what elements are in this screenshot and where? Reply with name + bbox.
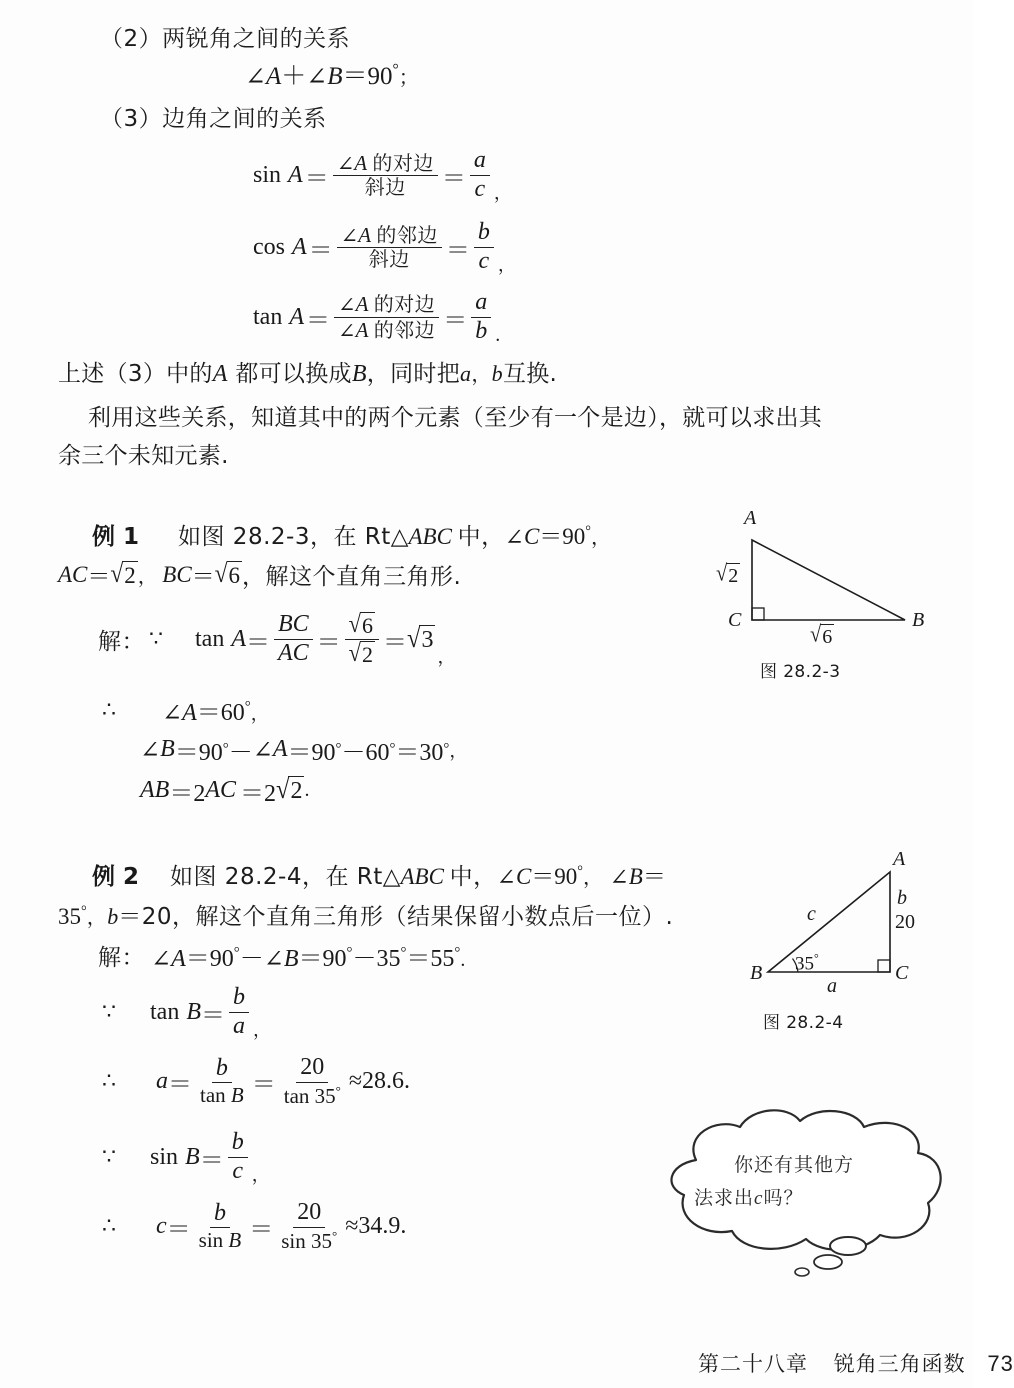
bubble-cloud-outline <box>672 1110 941 1250</box>
ex1-tan-func: tan <box>195 625 225 652</box>
ex2-line2-deg: ° <box>81 903 87 920</box>
ex1-step1-eq3: ＝ <box>383 629 407 656</box>
ex1-bc-eq: ＝ <box>191 564 215 589</box>
sin-num-text: 的对边 <box>372 150 434 175</box>
cos-ratio-fraction <box>474 220 494 275</box>
plus-operator: ＋ <box>281 63 307 90</box>
ex2-step2-arg: B <box>186 998 201 1025</box>
ex1-frac1-num: BC <box>274 612 313 640</box>
therefore-symbol-ex1: ∴ <box>102 696 116 722</box>
ex1-step4-root: 2 <box>290 778 303 804</box>
bubble-tail-small <box>795 1268 809 1276</box>
ex2-step3-var: a <box>156 1067 168 1094</box>
ex2-step4-func: sin <box>150 1143 179 1170</box>
ex1-solution-word: 解： <box>98 628 145 655</box>
angle-symbol-ex1-a: ∠ <box>162 701 183 727</box>
ex2-step4-den: c <box>232 1157 244 1184</box>
ex2-step3-f2den-func: tan <box>283 1083 310 1108</box>
example-1-solution-step-4 <box>140 773 309 808</box>
angle-symbol-1: ∠ <box>245 64 266 91</box>
degree-symbol: ° <box>392 61 399 79</box>
sin-func-name: sin <box>253 161 282 188</box>
angle-b-var: B <box>327 63 343 90</box>
ex2-step1-deg3: ° <box>400 945 407 961</box>
figure-1-vertex-c: C <box>728 609 742 631</box>
ex1-angle-c-deg: ° <box>585 523 591 540</box>
ex2-step1-minus: － <box>239 946 264 972</box>
angle-a-var: A <box>265 63 282 90</box>
ex2-angle-c-eq: ＝90 <box>531 864 578 889</box>
ex1-frac1-den: AC <box>278 639 309 666</box>
example-2-statement-line-1 <box>170 858 666 891</box>
example-2-solution-step-5 <box>98 1200 406 1253</box>
example-1-statement-line-1 <box>178 518 612 551</box>
example-1-statement-line-2 <box>58 558 461 591</box>
sin-arg: A <box>288 161 303 188</box>
ex2-step2-eq: ＝ <box>201 1002 225 1029</box>
ex1-step4-ab: AB <box>140 777 170 803</box>
triangle-symbol-2: △ <box>382 864 401 889</box>
page-footer <box>698 1348 1014 1378</box>
ex1-abc: ABC <box>408 524 452 549</box>
note-part-3: ，同时把 <box>366 361 460 387</box>
ex2-step1-trailing: . <box>460 949 466 971</box>
ex1-ac-eq: ＝ <box>87 564 111 589</box>
ex2-step5-f1den-func: sin <box>198 1228 224 1253</box>
ex1-frac2-den: 2 <box>362 641 373 667</box>
section-3-heading: （3）边角之间的关系 <box>100 106 327 132</box>
ex1-bc-over-ac <box>274 612 313 667</box>
ex2-step1-eq3: ＝55 <box>406 946 455 972</box>
ex1-step2-angle: A <box>182 700 197 726</box>
figure-1 <box>700 505 965 695</box>
ex2-b-over-sinB <box>195 1201 246 1253</box>
tan-ratio-fraction <box>471 290 491 345</box>
ex2-step4-trailing: ， <box>251 1164 271 1186</box>
ex2-line2-val: 35 <box>58 904 81 929</box>
ex1-step3-minus1: － <box>228 740 253 766</box>
figure-2-side-b-label: b <box>897 887 907 909</box>
ex2-step1-deg2: ° <box>346 945 353 961</box>
ex1-step2-trailing: ， <box>250 704 270 725</box>
ex2-step5-eq2: ＝ <box>249 1216 274 1243</box>
ex2-step2-func: tan <box>150 998 180 1025</box>
bubble-line2-b: 吗？ <box>763 1187 804 1209</box>
example-2-solution-step-1 <box>98 938 465 973</box>
sqrt-3-ex1: √ 3 <box>407 623 434 654</box>
figure-2-side-c-label: c <box>807 903 816 925</box>
tan-arg: A <box>289 303 304 330</box>
example-1-label: 例 1 <box>92 524 140 550</box>
ex1-root6-over-root2: √ 6 √ 2 <box>345 612 379 667</box>
angle-sum-formula <box>245 56 419 92</box>
ex2-step1-angle-b: B <box>283 946 299 972</box>
ex1-angle-c-eq: ＝90 <box>539 524 586 549</box>
ex2-step1-minus2: －35 <box>352 946 401 972</box>
figure-2-triangle-svg <box>745 845 965 995</box>
tan-func-name: tan <box>253 303 283 330</box>
figure-1-side-left-label: √ 2 <box>716 561 739 587</box>
example-1-solution-step-3 <box>140 732 468 767</box>
angle-symbol-ex1-c: ∠ <box>504 525 524 550</box>
ex2-step3-f1num: b <box>212 1056 232 1084</box>
ex2-step1-eq2: ＝90 <box>298 946 347 972</box>
figure-2-vertex-b: B <box>750 962 763 984</box>
semicolon: ； <box>398 65 420 89</box>
ex2-step5-eq1: ＝ <box>166 1216 191 1243</box>
cos-trailing-punct: ， <box>497 254 517 276</box>
note-comma: ， <box>471 362 492 386</box>
ex2-step5-f2num: 20 <box>293 1200 325 1228</box>
ex2-step5-f2den-arg: 35 <box>311 1228 333 1253</box>
figure-2-side-b-value: 20 <box>895 911 915 933</box>
ex2-step5-var: c <box>156 1212 167 1239</box>
ex1-step1-eq2: ＝ <box>316 629 341 656</box>
figure-1-left-root-val: 2 <box>728 565 739 587</box>
sin-definition-fraction <box>333 152 438 199</box>
ex1-step3-angle-a: A <box>272 736 288 762</box>
figure-1-side-bottom-label: √ 6 <box>810 622 833 648</box>
sin-ratio-num: a <box>470 148 490 176</box>
ex2-angle-b: B <box>628 864 643 889</box>
cos-den-text: 斜边 <box>368 247 410 272</box>
sqrt-6-ex1: √ 6 <box>214 558 241 588</box>
sqrt-2-ex1: √ 2 <box>110 558 136 588</box>
ex1-step2-eq: ＝60 <box>196 700 245 726</box>
bubble-tail-medium <box>814 1255 842 1269</box>
figure-2-angle-deg: ° <box>814 952 819 965</box>
footer-page-number: 73 <box>987 1351 1014 1376</box>
ex1-stmt-c: 中， <box>457 524 505 550</box>
example-1-solution-step-1 <box>98 609 456 668</box>
example-2-solution-step-4 <box>98 1130 270 1185</box>
angle-symbol-cos: ∠ <box>340 223 359 248</box>
cos-func-name: cos <box>253 233 285 260</box>
tan-ratio-num: a <box>471 290 491 318</box>
figure-2-vertex-c: C <box>895 962 909 984</box>
sin-ratio-den: c <box>474 175 486 202</box>
ex2-step2-num: b <box>229 985 249 1013</box>
cos-num-text: 的邻边 <box>376 222 438 247</box>
note-part-1: 上述（3）中的 <box>58 361 213 387</box>
ex2-step3-f2num: 20 <box>296 1055 328 1083</box>
ex2-angle-c: C <box>515 864 532 889</box>
figure-2 <box>745 845 965 1045</box>
tan-definition-fraction <box>334 293 439 341</box>
ex2-step5-approx: ≈34.9. <box>345 1212 407 1239</box>
ex2-line2-comma: ， <box>86 905 108 929</box>
ex2-angle-c-deg: ° <box>577 863 583 880</box>
ex2-step1-eq1: ＝90 <box>185 946 234 972</box>
ex2-step4-arg: B <box>185 1143 200 1170</box>
ex1-step3-deg4: ° <box>443 741 450 757</box>
ex2-20-over-sin35 <box>277 1200 341 1253</box>
ex1-comma: ， <box>591 525 612 549</box>
therefore-symbol-ex2-1: ∴ <box>102 1068 116 1094</box>
angle-symbol-ex2-b: ∠ <box>609 865 629 890</box>
figure-1-bottom-root-val: 6 <box>822 626 833 648</box>
figure-2-side-a-label: a <box>827 975 837 997</box>
angle-symbol-ex2-a: ∠ <box>151 947 172 973</box>
angle-symbol-ex1-a2: ∠ <box>252 738 273 764</box>
ex1-bc-val: 6 <box>228 562 241 588</box>
ex1-step2-deg: ° <box>244 699 251 715</box>
ex1-step3-angle-b: B <box>160 736 175 762</box>
ex2-step3-f2den-deg: ° <box>335 1082 341 1098</box>
ex1-result-root: 3 <box>421 626 434 653</box>
ex2-comma-1: ， <box>583 865 604 889</box>
because-symbol-ex2-1: ∵ <box>102 999 116 1025</box>
example-2-solution-step-2 <box>98 985 272 1040</box>
note-part-2: 都可以换成 <box>235 361 352 387</box>
ex1-step3-eq1: ＝90 <box>174 740 223 766</box>
because-symbol-ex2-2: ∵ <box>102 1144 116 1170</box>
ex1-step4-eq1: ＝2 <box>169 781 206 807</box>
figure-2-caption: 图 28.2-4 <box>763 1013 844 1033</box>
footer-chapter: 第二十八章 <box>698 1352 808 1376</box>
tan-ratio-den: b <box>475 317 488 344</box>
cos-formula-row: cos A ＝ $\frac{\text{∠A 的邻边}}{\text{斜边}}$ ＝ $\frac{b}{c}$ ， <box>253 219 517 276</box>
cos-ratio-den: c <box>478 247 490 274</box>
ex2-step4-num: b <box>228 1130 248 1158</box>
sin-trailing-punct: ， <box>493 182 513 204</box>
ex2-step3-f1den-func: tan <box>200 1083 226 1108</box>
figure-2-vertex-a: A <box>893 848 906 870</box>
ex1-angle-c: C <box>523 524 540 549</box>
ex2-angle-b-eq: ＝ <box>642 864 666 889</box>
note-var-a: A <box>212 361 228 387</box>
angle-symbol-2: ∠ <box>306 64 328 91</box>
ex2-line2-beq: ＝20，解这个直角三角形（结果保留小数点后一位）. <box>118 904 674 930</box>
note-var-b: B <box>351 361 367 387</box>
section-2-heading: （2）两锐角之间的关系 <box>100 26 351 52</box>
ex2-solution-word: 解： <box>98 945 145 971</box>
ex1-step4-trailing: . <box>304 779 310 801</box>
cos-arg: A <box>292 233 307 260</box>
thought-bubble-line-1: 你还有其他方 <box>734 1154 855 1176</box>
tan-num-angle: A <box>355 292 369 317</box>
figure-1-vertex-b: B <box>912 609 925 631</box>
ex1-bc-label: BC <box>162 561 192 587</box>
figure-2-angle-label <box>795 952 819 975</box>
ex1-step3-minus2: －60 <box>341 740 390 766</box>
note-paragraph <box>58 355 557 393</box>
cos-ratio-num: b <box>474 220 494 248</box>
tan-den-angle: A <box>355 317 369 342</box>
ex1-ac-val: 2 <box>124 562 136 588</box>
ex1-step4-ac: AC <box>205 777 236 803</box>
therefore-symbol-ex2-2: ∴ <box>102 1213 116 1239</box>
ex1-ac-comma: ， <box>137 564 159 588</box>
example-1-solution-step-2 <box>98 692 269 727</box>
thought-bubble-line-2 <box>694 1183 803 1210</box>
bubble-line2-a: 法求出 <box>694 1187 755 1209</box>
tan-den-text: 的邻边 <box>373 317 436 342</box>
angle-symbol-ex1-b: ∠ <box>140 738 161 764</box>
ex2-step5-f2den-deg: ° <box>332 1227 338 1243</box>
ex1-step1-trailing: ， <box>437 646 456 668</box>
figure-1-vertex-a: A <box>744 507 757 529</box>
note-var-b2: b <box>491 361 503 386</box>
sin-ratio-fraction <box>470 148 490 203</box>
sin-num-angle: A <box>354 150 368 175</box>
cos-definition-fraction <box>337 224 442 271</box>
sin-formula-row: sin A ＝ $\frac{\text{∠A 的对边}}{\text{斜边}}$ ＝ $\frac{a}{c}$ ， <box>253 147 513 204</box>
ex2-20-over-tan35 <box>280 1055 345 1108</box>
triangle-2-shape <box>768 872 890 975</box>
example-2-statement-line-2 <box>58 898 673 931</box>
ex2-line2-b: b <box>107 904 119 929</box>
ex1-step3-eq2: ＝90 <box>287 740 336 766</box>
ex2-step1-deg4: ° <box>454 945 461 961</box>
ex1-step3-deg3: ° <box>389 741 396 757</box>
right-angle-marker-2 <box>878 960 890 972</box>
bubble-tail-large <box>830 1237 866 1255</box>
ex2-step2-den: a <box>233 1012 245 1039</box>
ex1-stmt-tail: ，解这个直角三角形. <box>242 564 462 590</box>
ex2-abc: ABC <box>400 864 444 889</box>
angle-symbol-ex2-c: ∠ <box>496 865 516 890</box>
bubble-line2-var: c <box>754 1188 764 1209</box>
ex1-step3-trailing: ， <box>449 740 468 762</box>
ex1-step4-eq2: ＝2 <box>240 781 276 807</box>
ex1-tan-arg: A <box>231 625 246 652</box>
ex2-step3-f1den-arg: B <box>230 1083 244 1108</box>
ex2-stmt-c: 中， <box>449 864 497 890</box>
angle-symbol-tan-num: ∠ <box>338 293 356 318</box>
ex2-step5-f2den-func: sin <box>281 1228 306 1253</box>
ex1-stmt-a: 如图 28.2-3，在 Rt <box>178 524 391 550</box>
footer-title: 锐角三角函数 <box>833 1352 966 1376</box>
figure-1-caption: 图 28.2-3 <box>760 662 841 682</box>
ex2-b-over-tanB <box>196 1056 248 1108</box>
figure-2-angle-value: 35 <box>795 953 814 975</box>
ex2-step1-angle-a: A <box>171 946 186 972</box>
ex2-b-over-a <box>229 985 249 1040</box>
ex1-frac2-num: 6 <box>362 613 373 639</box>
ex1-ac-label: AC <box>58 561 88 587</box>
ex2-step4-eq: ＝ <box>199 1147 224 1174</box>
thought-bubble <box>636 1105 966 1290</box>
triangle-1-shape <box>752 540 905 620</box>
angle-symbol-tan-den: ∠ <box>338 318 356 343</box>
ex2-step1-deg1: ° <box>233 945 240 961</box>
ex2-stmt-a: 如图 28.2-4，在 Rt <box>170 864 383 890</box>
body-paragraph-line-1: 利用这些关系，知道其中的两个元素（至少有一个是边），就可以求出其 <box>88 405 823 431</box>
note-part-4: 互换. <box>502 361 558 387</box>
ex1-step3-eq3: ＝30 <box>395 740 444 766</box>
ex2-step2-trailing: ， <box>253 1019 272 1041</box>
sin-den-text: 斜边 <box>364 175 406 200</box>
tan-formula-row: tan A ＝ $\frac{\text{∠A 的对边}}{\text{∠A 的邻边}}$ ＝ $\frac{a}{b}$ . <box>253 289 501 346</box>
tan-trailing-punct: . <box>495 323 501 346</box>
note-var-a2: a <box>460 361 472 386</box>
triangle-symbol-1: △ <box>390 524 409 549</box>
ex2-step3-eq1: ＝ <box>168 1071 192 1098</box>
tan-num-text: 的对边 <box>373 292 436 317</box>
equals-operator: ＝ <box>342 63 368 90</box>
ex1-step1-eq1: ＝ <box>246 629 270 656</box>
sqrt-2-ex1-step4: √ 2 <box>276 774 303 805</box>
cos-num-angle: A <box>358 222 372 247</box>
angle-symbol-ex2-b2: ∠ <box>263 947 284 973</box>
because-symbol-ex1: ∵ <box>149 626 163 652</box>
ex2-step3-approx: ≈28.6. <box>348 1067 411 1094</box>
ex1-step3-deg1: ° <box>222 741 229 757</box>
angle-sum-value: 90 <box>367 63 393 90</box>
example-2-solution-step-3 <box>98 1055 410 1108</box>
ex2-b-over-c <box>228 1130 248 1185</box>
ex1-step3-deg2: ° <box>335 741 342 757</box>
ex2-step3-f2den-arg: 35 <box>314 1083 336 1108</box>
example-2-label: 例 2 <box>92 864 140 890</box>
body-paragraph-line-2: 余三个未知元素. <box>58 443 229 469</box>
ex2-step3-eq2: ＝ <box>251 1071 276 1098</box>
ex2-step5-f1den-arg: B <box>228 1228 242 1253</box>
ex2-step5-f1num: b <box>210 1201 230 1229</box>
right-angle-marker-1 <box>752 608 764 620</box>
angle-symbol-sin: ∠ <box>336 151 355 176</box>
